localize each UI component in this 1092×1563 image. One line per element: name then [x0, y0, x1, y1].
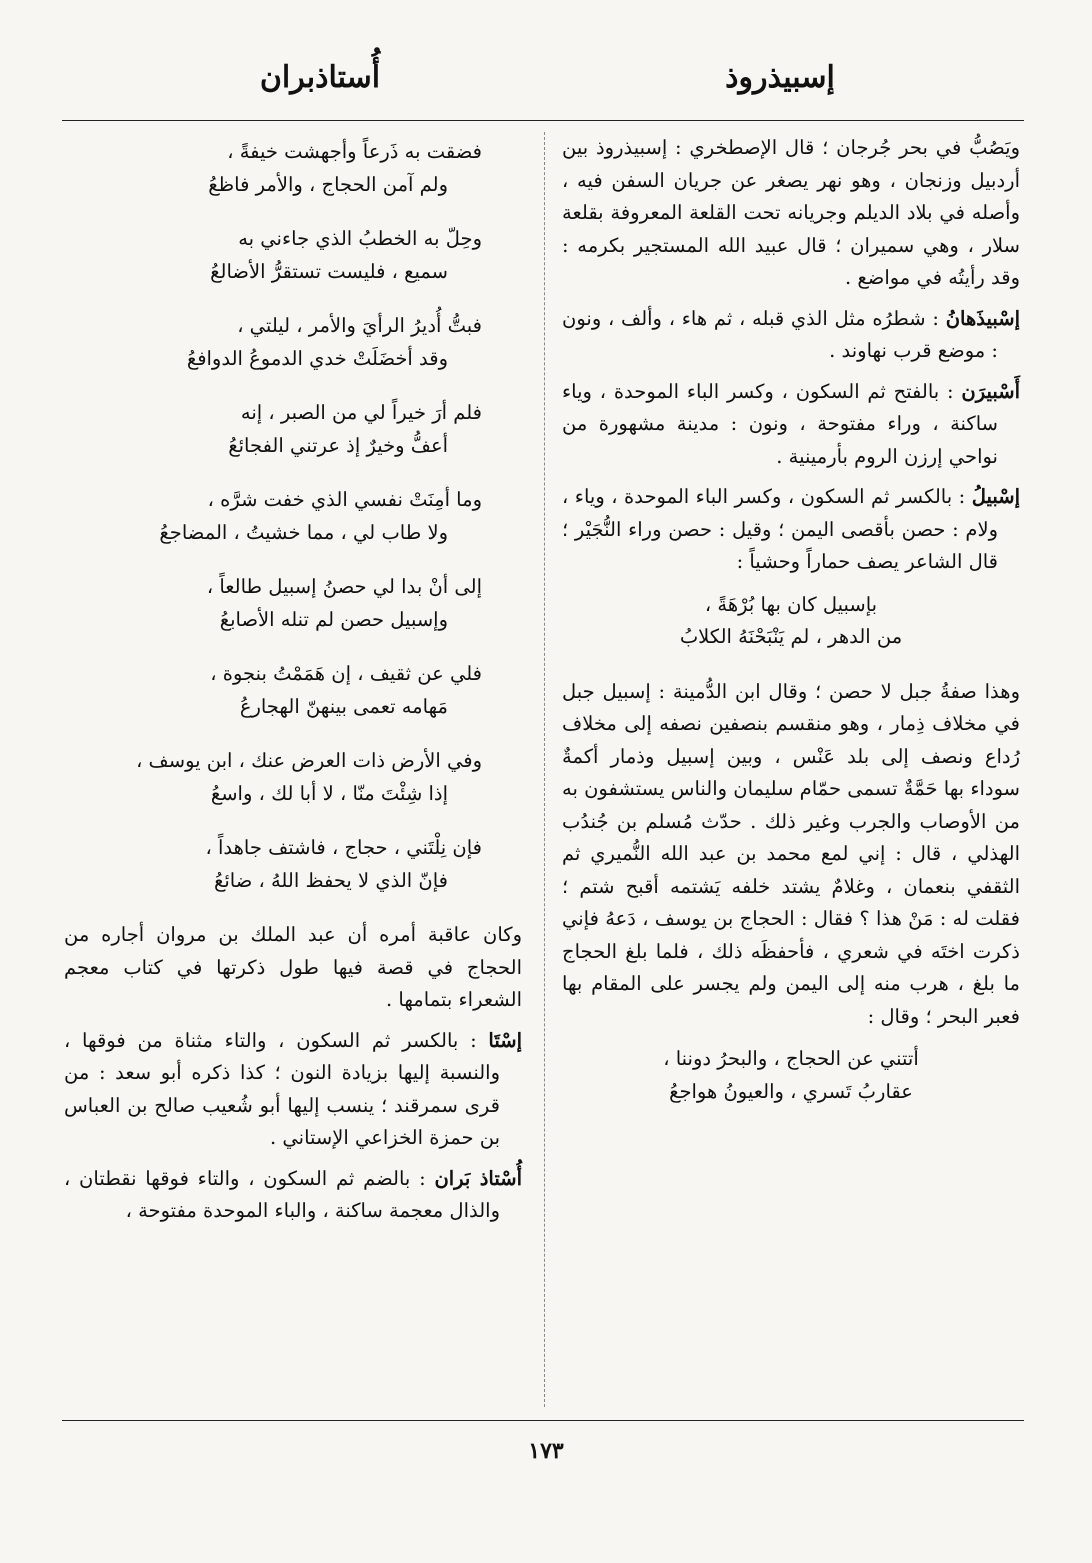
verse [64, 223, 522, 288]
verse [562, 1043, 1020, 1108]
entry-text: : شطرُه مثل الذي قبله ، ثم هاء ، وألف ، ونون : موضع قرب نهاوند . [562, 306, 998, 362]
verse-hemistich: إلى أنْ بدا لي حصنُ إسبيل طالعاً ، [206, 575, 482, 598]
verse-hemistich: وحِلّ به الخطبُ الذي جاءني به [238, 227, 482, 250]
page-number: ١٧٣ [528, 1438, 564, 1464]
verse-hemistich: ولم آمن الحجاج ، والأمر فاظعُ [208, 172, 448, 196]
verse-hemistich: سميع ، فليست تستقرُّ الأضالعُ [210, 259, 448, 283]
verse [64, 310, 522, 375]
verse [64, 832, 522, 897]
running-head-right: إسبيذروذ [725, 60, 835, 95]
entry-headword: أَسْبيرَن [961, 379, 1020, 403]
entry-headword: إسْتَا [488, 1028, 522, 1052]
verse-hemistich: إذا شِئْتَ منّا ، لا أبا لك ، واسعُ [210, 781, 448, 805]
verse [562, 589, 1020, 654]
verse-hemistich: بإسبيل كان بها بُرْهَةً ، [704, 592, 878, 616]
left-column [64, 132, 522, 1236]
entry-ista [64, 1025, 522, 1155]
paragraph: وهذا صفةُ جبل لا حصن ؛ وقال ابن الدُّمينة : إسبيل جبل في مخلاف ذِمار ، وهو منقسم بنصفين نصفه إلى مخلاف رُداع ونصف إلى بلد عَنْس ، وبين إسبيل وذمار أكمةٌ سوداء بها حَمَّةٌ تسمى حمّام سليمان والناس يستشفون به من الأوصاب والجرب وغير ذلك . حدّث مُسلم بن جُندُب الهذلي ، قال : إني لمع محمد بن عبد الله النُّميري ثم الثقفي بنعمان ، وغلامٌ يشتد خلفه يَشتمه أقبح شتم ؛ فقلت له : مَنْ هذا ؟ فقال : الحجاج بن يوسف ، دَعهُ فإني ذكرت اختَه في شعري ، فأحفظَه ذلك ، فلما بلغ الحجاج ما بلغ ، هرب منه إلى اليمن ولم يجسر على المقام بها فعبر البحر ؛ وقال : [562, 679, 1020, 1028]
entry-headword: إسْبيلُ [971, 485, 1020, 508]
verse-hemistich: وقد أخضَلَتْ خدي الدموعُ الدوافعُ [186, 346, 448, 370]
verse [64, 745, 522, 810]
verse-hemistich: وما أمِنَتْ نفسي الذي خفت شرَّه ، [207, 488, 482, 511]
verse [64, 136, 522, 201]
verse-hemistich: فإنّ الذي لا يحفظ اللهُ ، ضائعُ [213, 868, 448, 892]
column-divider [544, 132, 545, 1407]
verse-hemistich: فلم أرَ خيراً لي من الصبر ، إنه [240, 401, 482, 424]
entry-headword: إسْبيذَهانُ [945, 306, 1020, 330]
verse-hemistich: مَهامه تعمى بينهنّ الهجارعُ [239, 694, 448, 718]
verse-hemistich: فضقت به ذَرعاً وأجهشت خيفةً ، [227, 140, 482, 163]
verse-hemistich: أعفُّ وخيرٌ إذ عرتني الفجائعُ [228, 433, 448, 457]
entry-text: : بالكسر ثم السكون ، وكسر الباء الموحدة ، وياء ، ولام : حصن بأقصى اليمن ؛ وقيل : حصن وراء النُّجَيْر ؛ قال الشاعر يصف حماراً وحشياً : [562, 485, 998, 573]
verse-hemistich: وإسبيل حصن لم تنله الأصابعُ [219, 607, 448, 631]
entry-asbiran [562, 376, 1020, 474]
running-head-left: أُستاذبران [259, 60, 381, 95]
verse-hemistich: من الدهر ، لم يَنْبَحْنَهُ الكلابُ [679, 625, 903, 648]
verse-hemistich: وفي الأرض ذات العرض عنك ، ابن يوسف ، [136, 749, 482, 772]
entry-text: : بالكسر ثم السكون ، والتاء مثناة من فوقها ، والنسبة إليها بزيادة النون ؛ كذا ذكره أبو سعد : من قرى سمرقند ؛ ينسب إليها أبو شُعيب صالح بن العباس بن حمزة الخزاعي الإستاني . [64, 1028, 500, 1149]
verse-hemistich: فبتُّ أُديرُ الرأيَ والأمر ، ليلتي ، [237, 314, 482, 337]
paragraph: ويَصُبُّ في بحر جُرجان ؛ قال الإصطخري : إسبيذروذ بين أردبيل وزنجان ، وهو نهر يصغر عن جريان السفن فيه ، وأصله في بلاد الديلم وجريانه تحت القلعة المعروفة بقلعة سلار ، وهي سميران ؛ قال عبيد الله المستجير بكرمه : وقد رأيتُه في مواضع . [562, 136, 1020, 289]
paragraph: وكان عاقبة أمره أن عبد الملك بن مروان أجاره من الحجاج في قصة فيها طول ذكرتها في كتاب معجم الشعراء بتمامها . [64, 923, 522, 1011]
entry-ustadhbaran [64, 1163, 522, 1228]
entry-isbil [562, 481, 1020, 579]
bottom-rule [62, 1420, 1024, 1421]
verse [64, 397, 522, 462]
verse [64, 484, 522, 549]
right-column [562, 132, 1020, 1130]
entry-text: : بالفتح ثم السكون ، وكسر الباء الموحدة ، وياء ساكنة ، وراء مفتوحة ، ونون : مدينة مشهورة من نواحي إرزن الروم بأرمينية . [562, 379, 998, 468]
verse-hemistich: ولا طاب لي ، مما خشيتُ ، المضاجعُ [159, 520, 448, 544]
verse-hemistich: فلي عن ثقيف ، إن هَمَمْتُ بنجوة ، [210, 662, 482, 685]
entry-isbidhahan [562, 303, 1020, 368]
verse-hemistich: فإن نِلْتَني ، حجاج ، فاشتف جاهداً ، [205, 836, 482, 859]
entry-headword: أُسْتاذ بَران [434, 1166, 522, 1190]
top-rule [62, 120, 1024, 121]
verse [64, 571, 522, 636]
verse-hemistich: عقاربُ تَسري ، والعيونُ هواجعُ [669, 1079, 913, 1103]
verse-hemistich: أتتني عن الحجاج ، والبحرُ دوننا ، [663, 1047, 919, 1070]
entry-text: : بالضم ثم السكون ، والتاء فوقها نقطتان ، والذال معجمة ساكنة ، والباء الموحدة مفتوحة ، [64, 1166, 500, 1222]
verse [64, 658, 522, 723]
